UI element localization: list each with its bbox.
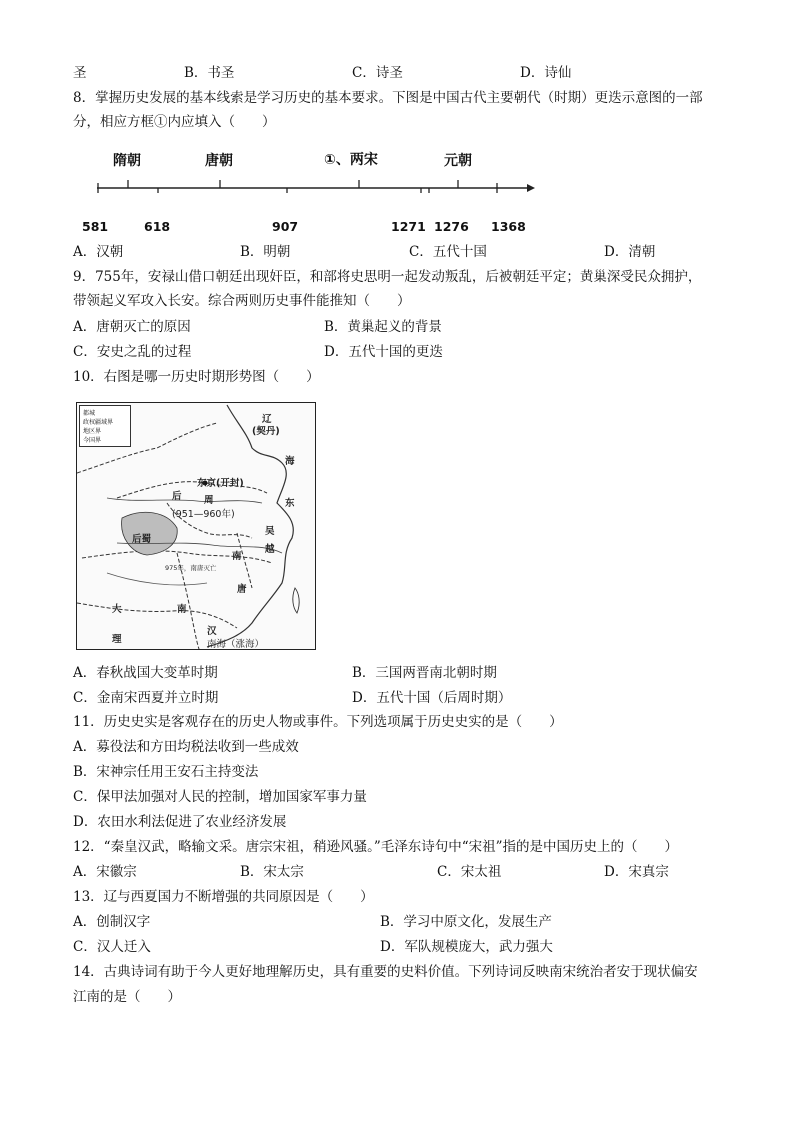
q10-option-b: B．三国两晋南北朝时期: [352, 665, 497, 681]
q13-option-a: A．创制汉字: [73, 914, 151, 930]
timeline-year-1271: 1271: [391, 219, 426, 234]
q13-stem: 13．辽与西夏国力不断增强的共同原因是（ ）: [73, 889, 374, 905]
map-label-south-sea: 南海（涨海）: [207, 639, 265, 650]
q8-option-c: C．五代十国: [409, 244, 487, 260]
timeline-label-tang: 唐朝: [205, 153, 233, 169]
map-label-hai: 海: [285, 456, 295, 467]
q14-stem-line2: 江南的是（ ）: [73, 989, 181, 1005]
timeline-year-1276: 1276: [434, 219, 469, 234]
timeline-axis: [0, 0, 794, 240]
five-dynasties-map: [76, 402, 316, 650]
q9-stem-line2: 带领起义军攻入长安。综合两则历史事件能推知（ ）: [73, 293, 411, 309]
legend-region-border: 地区界: [83, 428, 102, 435]
q11-stem: 11．历史史实是客观存在的历史人物或事件。下列选项属于历史史实的是（ ）: [73, 714, 563, 730]
map-label-khitan: (契丹): [252, 426, 280, 437]
timeline-year-581: 581: [82, 219, 109, 234]
legend-regime-border: 政权疆域界: [83, 419, 114, 426]
timeline-label-sui: 隋朝: [113, 153, 141, 169]
q10-option-c: C．金南宋西夏并立时期: [73, 690, 219, 706]
map-label-li: 理: [112, 634, 122, 645]
q10-option-d: D．五代十国（后周时期）: [352, 690, 512, 706]
q10-stem: 10．右图是哪一历史时期形势图（ ）: [73, 369, 320, 385]
q11-option-d: D．农田水利法促进了农业经济发展: [73, 814, 287, 830]
q9-stem-line1: 9．755年，安禄山借口朝廷出现奸臣，和部将史思明一起发动叛乱，后被朝廷平定；黄巢深受民众拥护，: [73, 269, 702, 285]
timeline-year-907: 907: [272, 219, 299, 234]
q12-option-a: A．宋徽宗: [73, 864, 137, 880]
q9-option-b: B．黄巢起义的背景: [324, 319, 442, 335]
map-label-nan-2: 南: [177, 604, 187, 615]
map-label-nantang-fall: 975年，南唐灭亡: [165, 564, 217, 572]
timeline-year-618: 618: [144, 219, 171, 234]
map-label-zhou: 周: [204, 495, 214, 506]
q7-option-c: C．诗圣: [352, 65, 403, 81]
q8-stem-line1: 8．掌握历史发展的基本线索是学习历史的基本要求。下图是中国古代主要朝代（时期）更迭示意图的一部: [73, 90, 703, 106]
map-label-tang: 唐: [237, 584, 247, 595]
q12-option-d: D．宋真宗: [604, 864, 669, 880]
q10-option-a: A．春秋战国大变革时期: [73, 665, 218, 681]
map-label-later-shu: 后蜀: [132, 534, 152, 545]
map-label-yue: 越: [265, 544, 275, 555]
q8-option-d: D．清朝: [604, 244, 656, 260]
q12-option-b: B．宋太宗: [240, 864, 304, 880]
map-label-wu: 吴: [265, 526, 275, 537]
map-label-hou: 后: [172, 491, 182, 502]
timeline-label-blank-song: ①、两宋: [324, 152, 378, 168]
q7-option-a: 圣: [73, 65, 87, 81]
q12-stem: 12．“秦皇汉武，略输文采。唐宗宋祖，稍逊风骚。”毛泽东诗句中“宋祖”指的是中国历史上的（ ）: [73, 839, 679, 855]
map-label-dong: 东: [285, 498, 295, 509]
q7-option-d: D．诗仙: [520, 65, 572, 81]
legend-modern-border: 今国界: [83, 437, 102, 444]
q7-option-b: B．书圣: [184, 65, 235, 81]
map-label-years: (951—960年): [172, 509, 235, 520]
map-label-liao: 辽: [262, 414, 272, 425]
map-label-nan-1: 南: [232, 551, 242, 562]
legend-capital: 都城: [83, 410, 96, 417]
map-legend: [79, 405, 131, 447]
map-label-kaifeng: 东京(开封): [197, 478, 244, 489]
map-label-han: 汉: [207, 626, 217, 637]
q12-option-c: C．宋太祖: [437, 864, 502, 880]
q8-option-a: A．汉朝: [73, 244, 124, 260]
q9-option-c: C．安史之乱的过程: [73, 344, 192, 360]
q11-option-b: B．宋神宗任用王安石主持变法: [73, 764, 259, 780]
q14-stem-line1: 14．古典诗词有助于今人更好地理解历史，具有重要的史料价值。下列诗词反映南宋统治者安于现状偏安: [73, 964, 698, 980]
map-label-da: 大: [112, 604, 122, 615]
q8-stem-line2: 分，相应方框①内应填入（ ）: [73, 114, 276, 130]
q11-option-c: C．保甲法加强对人民的控制，增加国家军事力量: [73, 789, 367, 805]
q13-option-d: D．军队规模庞大，武力强大: [380, 939, 553, 955]
q9-option-d: D．五代十国的更迭: [324, 344, 443, 360]
q9-option-a: A．唐朝灭亡的原因: [73, 319, 191, 335]
q13-option-c: C．汉人迁入: [73, 939, 151, 955]
timeline-year-1368: 1368: [491, 219, 526, 234]
q11-option-a: A．募役法和方田均税法收到一些成效: [73, 739, 299, 755]
q13-option-b: B．学习中原文化，发展生产: [380, 914, 552, 930]
timeline-label-yuan: 元朝: [444, 153, 472, 169]
q8-option-b: B．明朝: [240, 244, 291, 260]
